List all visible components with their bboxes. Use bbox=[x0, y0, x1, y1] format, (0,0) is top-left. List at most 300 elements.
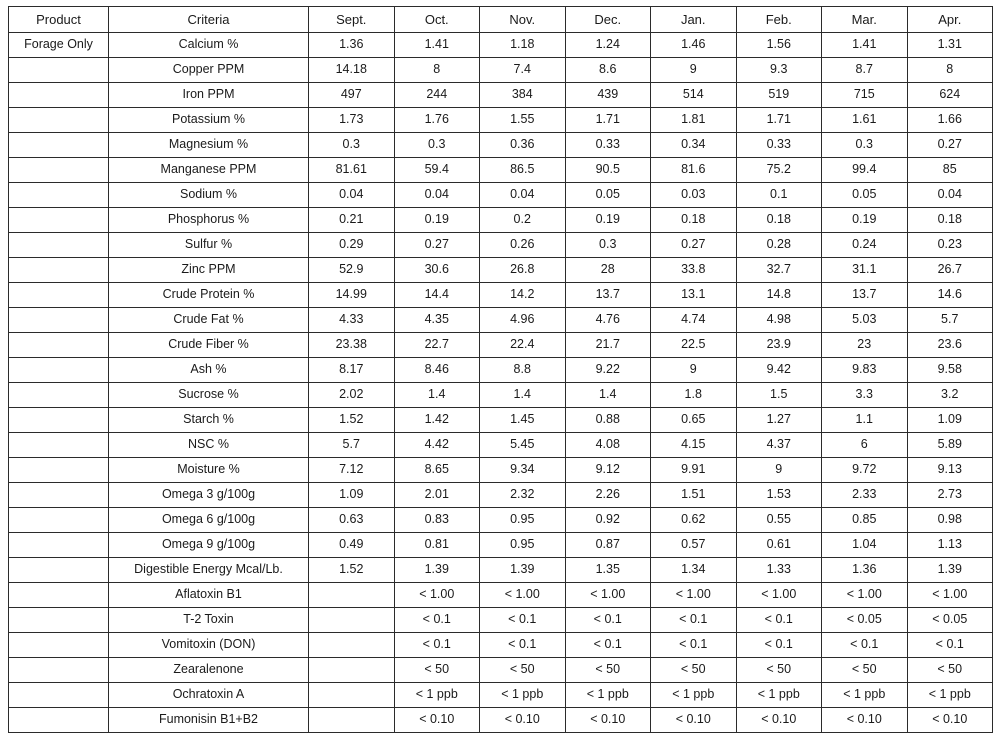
value-cell: 9.72 bbox=[822, 458, 908, 483]
product-empty-cell bbox=[9, 608, 109, 633]
value-cell: 1.09 bbox=[309, 483, 395, 508]
value-cell: 75.2 bbox=[736, 158, 822, 183]
value-cell: 1.56 bbox=[736, 33, 822, 58]
value-cell: < 1 ppb bbox=[394, 683, 480, 708]
value-cell: 1.39 bbox=[394, 558, 480, 583]
criteria-cell: NSC % bbox=[109, 433, 309, 458]
value-cell: 5.7 bbox=[907, 308, 993, 333]
value-cell: 0.27 bbox=[651, 233, 737, 258]
value-cell: 13.7 bbox=[822, 283, 908, 308]
value-cell: 1.35 bbox=[565, 558, 651, 583]
criteria-cell: Digestible Energy Mcal/Lb. bbox=[109, 558, 309, 583]
value-cell: < 0.1 bbox=[736, 608, 822, 633]
table-row bbox=[9, 483, 993, 508]
value-cell: 0.83 bbox=[394, 508, 480, 533]
value-cell: 85 bbox=[907, 158, 993, 183]
value-cell: < 0.1 bbox=[480, 633, 566, 658]
table-row bbox=[9, 508, 993, 533]
value-cell: 0.3 bbox=[822, 133, 908, 158]
value-cell: < 0.1 bbox=[651, 608, 737, 633]
value-cell: 28 bbox=[565, 258, 651, 283]
value-cell: 0.04 bbox=[907, 183, 993, 208]
value-cell: 1.42 bbox=[394, 408, 480, 433]
value-cell: 1.41 bbox=[822, 33, 908, 58]
table-row bbox=[9, 708, 993, 733]
table-row bbox=[9, 533, 993, 558]
column-header-oct: Oct. bbox=[394, 7, 480, 33]
criteria-cell: Omega 6 g/100g bbox=[109, 508, 309, 533]
value-cell: 8 bbox=[907, 58, 993, 83]
criteria-cell: Moisture % bbox=[109, 458, 309, 483]
product-empty-cell bbox=[9, 508, 109, 533]
table-row bbox=[9, 458, 993, 483]
product-empty-cell bbox=[9, 633, 109, 658]
value-cell: 8.46 bbox=[394, 358, 480, 383]
value-cell: 1.39 bbox=[480, 558, 566, 583]
table-row bbox=[9, 333, 993, 358]
value-cell: 3.2 bbox=[907, 383, 993, 408]
header-row bbox=[9, 7, 993, 33]
value-cell: 23.38 bbox=[309, 333, 395, 358]
product-empty-cell bbox=[9, 483, 109, 508]
product-empty-cell bbox=[9, 533, 109, 558]
value-cell: < 0.1 bbox=[565, 633, 651, 658]
value-cell: 1.13 bbox=[907, 533, 993, 558]
criteria-cell: Manganese PPM bbox=[109, 158, 309, 183]
value-cell: 23.9 bbox=[736, 333, 822, 358]
value-cell: < 1.00 bbox=[480, 583, 566, 608]
value-cell: 9.22 bbox=[565, 358, 651, 383]
value-cell: < 0.1 bbox=[394, 608, 480, 633]
value-cell: 14.8 bbox=[736, 283, 822, 308]
criteria-cell: Calcium % bbox=[109, 33, 309, 58]
value-cell: 1.18 bbox=[480, 33, 566, 58]
value-cell: < 1 ppb bbox=[822, 683, 908, 708]
table-row bbox=[9, 658, 993, 683]
value-cell: < 0.1 bbox=[565, 608, 651, 633]
value-cell: 30.6 bbox=[394, 258, 480, 283]
value-cell bbox=[309, 608, 395, 633]
table-row bbox=[9, 33, 993, 58]
value-cell: 0.49 bbox=[309, 533, 395, 558]
value-cell: 2.02 bbox=[309, 383, 395, 408]
column-header-sept: Sept. bbox=[309, 7, 395, 33]
product-empty-cell bbox=[9, 333, 109, 358]
value-cell: 8.8 bbox=[480, 358, 566, 383]
value-cell: 1.31 bbox=[907, 33, 993, 58]
value-cell: 9.83 bbox=[822, 358, 908, 383]
value-cell: 0.24 bbox=[822, 233, 908, 258]
value-cell: < 1 ppb bbox=[907, 683, 993, 708]
criteria-cell: Vomitoxin (DON) bbox=[109, 633, 309, 658]
value-cell: 1.36 bbox=[822, 558, 908, 583]
criteria-cell: Copper PPM bbox=[109, 58, 309, 83]
value-cell bbox=[309, 708, 395, 733]
value-cell: 0.34 bbox=[651, 133, 737, 158]
value-cell: 4.42 bbox=[394, 433, 480, 458]
product-empty-cell bbox=[9, 233, 109, 258]
value-cell: < 0.10 bbox=[480, 708, 566, 733]
table-row bbox=[9, 583, 993, 608]
criteria-cell: Crude Fiber % bbox=[109, 333, 309, 358]
value-cell: 0.61 bbox=[736, 533, 822, 558]
value-cell bbox=[309, 633, 395, 658]
column-header-jan: Jan. bbox=[651, 7, 737, 33]
value-cell: 9.3 bbox=[736, 58, 822, 83]
product-empty-cell bbox=[9, 283, 109, 308]
value-cell: 9.91 bbox=[651, 458, 737, 483]
value-cell: 33.8 bbox=[651, 258, 737, 283]
product-empty-cell bbox=[9, 158, 109, 183]
value-cell: 0.81 bbox=[394, 533, 480, 558]
value-cell: 1.53 bbox=[736, 483, 822, 508]
value-cell: 9 bbox=[651, 358, 737, 383]
value-cell: < 50 bbox=[394, 658, 480, 683]
product-label-cell: Forage Only bbox=[9, 33, 109, 58]
value-cell: 9.34 bbox=[480, 458, 566, 483]
table-row bbox=[9, 108, 993, 133]
value-cell: 1.46 bbox=[651, 33, 737, 58]
value-cell: 9 bbox=[651, 58, 737, 83]
product-empty-cell bbox=[9, 583, 109, 608]
value-cell: 26.8 bbox=[480, 258, 566, 283]
value-cell: 1.04 bbox=[822, 533, 908, 558]
value-cell: 0.33 bbox=[565, 133, 651, 158]
value-cell: 0.95 bbox=[480, 533, 566, 558]
value-cell: < 0.1 bbox=[736, 633, 822, 658]
value-cell: 2.32 bbox=[480, 483, 566, 508]
value-cell: 7.4 bbox=[480, 58, 566, 83]
criteria-cell: Phosphorus % bbox=[109, 208, 309, 233]
column-header-nov: Nov. bbox=[480, 7, 566, 33]
column-header-dec: Dec. bbox=[565, 7, 651, 33]
value-cell: 1.55 bbox=[480, 108, 566, 133]
value-cell: 0.27 bbox=[907, 133, 993, 158]
value-cell: 0.05 bbox=[565, 183, 651, 208]
product-empty-cell bbox=[9, 458, 109, 483]
value-cell: 4.98 bbox=[736, 308, 822, 333]
value-cell: 14.4 bbox=[394, 283, 480, 308]
product-empty-cell bbox=[9, 208, 109, 233]
value-cell: 0.21 bbox=[309, 208, 395, 233]
product-empty-cell bbox=[9, 408, 109, 433]
value-cell: 0.04 bbox=[309, 183, 395, 208]
value-cell: 22.5 bbox=[651, 333, 737, 358]
value-cell: 0.3 bbox=[394, 133, 480, 158]
criteria-cell: Zinc PPM bbox=[109, 258, 309, 283]
value-cell: 14.2 bbox=[480, 283, 566, 308]
value-cell: 22.4 bbox=[480, 333, 566, 358]
value-cell: < 0.05 bbox=[907, 608, 993, 633]
value-cell: 0.63 bbox=[309, 508, 395, 533]
table-row bbox=[9, 308, 993, 333]
value-cell: < 50 bbox=[565, 658, 651, 683]
criteria-cell: Magnesium % bbox=[109, 133, 309, 158]
value-cell: < 1.00 bbox=[736, 583, 822, 608]
value-cell: < 1.00 bbox=[394, 583, 480, 608]
criteria-cell: Crude Protein % bbox=[109, 283, 309, 308]
value-cell: 52.9 bbox=[309, 258, 395, 283]
value-cell: 1.76 bbox=[394, 108, 480, 133]
column-header-feb: Feb. bbox=[736, 7, 822, 33]
criteria-cell: Aflatoxin B1 bbox=[109, 583, 309, 608]
value-cell: 0.57 bbox=[651, 533, 737, 558]
product-empty-cell bbox=[9, 58, 109, 83]
product-empty-cell bbox=[9, 433, 109, 458]
criteria-cell: Sodium % bbox=[109, 183, 309, 208]
table-header bbox=[9, 7, 993, 33]
table-row bbox=[9, 383, 993, 408]
value-cell: 4.37 bbox=[736, 433, 822, 458]
column-header-product: Product bbox=[9, 7, 109, 33]
value-cell: 0.03 bbox=[651, 183, 737, 208]
value-cell: 0.19 bbox=[394, 208, 480, 233]
value-cell: 1.41 bbox=[394, 33, 480, 58]
product-empty-cell bbox=[9, 558, 109, 583]
value-cell: 0.18 bbox=[907, 208, 993, 233]
column-header-apr: Apr. bbox=[907, 7, 993, 33]
value-cell: < 50 bbox=[480, 658, 566, 683]
value-cell: 439 bbox=[565, 83, 651, 108]
value-cell: 2.73 bbox=[907, 483, 993, 508]
value-cell: 32.7 bbox=[736, 258, 822, 283]
value-cell: 3.3 bbox=[822, 383, 908, 408]
criteria-cell: Sulfur % bbox=[109, 233, 309, 258]
value-cell: 81.61 bbox=[309, 158, 395, 183]
value-cell: 0.65 bbox=[651, 408, 737, 433]
value-cell: < 50 bbox=[822, 658, 908, 683]
table-row bbox=[9, 133, 993, 158]
value-cell: 4.96 bbox=[480, 308, 566, 333]
value-cell: 8.6 bbox=[565, 58, 651, 83]
table-row bbox=[9, 408, 993, 433]
value-cell: 715 bbox=[822, 83, 908, 108]
criteria-cell: Iron PPM bbox=[109, 83, 309, 108]
value-cell: 1.33 bbox=[736, 558, 822, 583]
value-cell bbox=[309, 683, 395, 708]
criteria-cell: T-2 Toxin bbox=[109, 608, 309, 633]
value-cell: < 1.00 bbox=[651, 583, 737, 608]
criteria-cell: Ochratoxin A bbox=[109, 683, 309, 708]
value-cell: 0.3 bbox=[309, 133, 395, 158]
value-cell: 519 bbox=[736, 83, 822, 108]
value-cell: 14.18 bbox=[309, 58, 395, 83]
value-cell: 1.8 bbox=[651, 383, 737, 408]
criteria-cell: Fumonisin B1+B2 bbox=[109, 708, 309, 733]
value-cell: 1.66 bbox=[907, 108, 993, 133]
product-empty-cell bbox=[9, 358, 109, 383]
product-empty-cell bbox=[9, 108, 109, 133]
table-row bbox=[9, 58, 993, 83]
value-cell: < 0.10 bbox=[394, 708, 480, 733]
value-cell: 9.58 bbox=[907, 358, 993, 383]
value-cell: 14.6 bbox=[907, 283, 993, 308]
table-row bbox=[9, 208, 993, 233]
value-cell: 26.7 bbox=[907, 258, 993, 283]
value-cell: 0.85 bbox=[822, 508, 908, 533]
value-cell: 1.52 bbox=[309, 408, 395, 433]
value-cell: < 1 ppb bbox=[565, 683, 651, 708]
value-cell: 9 bbox=[736, 458, 822, 483]
value-cell: 1.4 bbox=[394, 383, 480, 408]
value-cell: 0.88 bbox=[565, 408, 651, 433]
value-cell: 0.19 bbox=[822, 208, 908, 233]
value-cell: < 1.00 bbox=[907, 583, 993, 608]
value-cell: 1.73 bbox=[309, 108, 395, 133]
product-empty-cell bbox=[9, 258, 109, 283]
product-empty-cell bbox=[9, 383, 109, 408]
value-cell: 0.29 bbox=[309, 233, 395, 258]
criteria-cell: Crude Fat % bbox=[109, 308, 309, 333]
value-cell: 0.28 bbox=[736, 233, 822, 258]
value-cell: < 50 bbox=[651, 658, 737, 683]
value-cell: 8.65 bbox=[394, 458, 480, 483]
value-cell: < 1 ppb bbox=[480, 683, 566, 708]
criteria-cell: Ash % bbox=[109, 358, 309, 383]
value-cell: 14.99 bbox=[309, 283, 395, 308]
criteria-cell: Starch % bbox=[109, 408, 309, 433]
value-cell: 2.01 bbox=[394, 483, 480, 508]
value-cell: 0.18 bbox=[736, 208, 822, 233]
table-row bbox=[9, 558, 993, 583]
value-cell: 244 bbox=[394, 83, 480, 108]
value-cell: 1.39 bbox=[907, 558, 993, 583]
value-cell: 0.18 bbox=[651, 208, 737, 233]
value-cell: 5.03 bbox=[822, 308, 908, 333]
value-cell: 90.5 bbox=[565, 158, 651, 183]
product-empty-cell bbox=[9, 683, 109, 708]
value-cell: 2.33 bbox=[822, 483, 908, 508]
table-row bbox=[9, 183, 993, 208]
value-cell: 9.12 bbox=[565, 458, 651, 483]
value-cell: 0.27 bbox=[394, 233, 480, 258]
value-cell: < 0.05 bbox=[822, 608, 908, 633]
value-cell: 1.52 bbox=[309, 558, 395, 583]
value-cell: 1.51 bbox=[651, 483, 737, 508]
product-empty-cell bbox=[9, 708, 109, 733]
value-cell: 1.4 bbox=[480, 383, 566, 408]
value-cell: < 1.00 bbox=[822, 583, 908, 608]
criteria-cell: Sucrose % bbox=[109, 383, 309, 408]
value-cell: 0.95 bbox=[480, 508, 566, 533]
forage-analysis-table bbox=[8, 6, 993, 733]
value-cell: 31.1 bbox=[822, 258, 908, 283]
value-cell: 0.98 bbox=[907, 508, 993, 533]
value-cell: 59.4 bbox=[394, 158, 480, 183]
value-cell: 9.13 bbox=[907, 458, 993, 483]
value-cell: 0.05 bbox=[822, 183, 908, 208]
value-cell: 4.76 bbox=[565, 308, 651, 333]
value-cell: < 0.10 bbox=[565, 708, 651, 733]
value-cell: 0.36 bbox=[480, 133, 566, 158]
value-cell: 514 bbox=[651, 83, 737, 108]
value-cell: 13.7 bbox=[565, 283, 651, 308]
product-empty-cell bbox=[9, 183, 109, 208]
value-cell: 81.6 bbox=[651, 158, 737, 183]
product-empty-cell bbox=[9, 308, 109, 333]
value-cell: 0.04 bbox=[394, 183, 480, 208]
value-cell: < 0.10 bbox=[651, 708, 737, 733]
value-cell: 0.2 bbox=[480, 208, 566, 233]
value-cell: 4.74 bbox=[651, 308, 737, 333]
value-cell: 0.04 bbox=[480, 183, 566, 208]
value-cell: 13.1 bbox=[651, 283, 737, 308]
value-cell: 0.55 bbox=[736, 508, 822, 533]
value-cell: 8.7 bbox=[822, 58, 908, 83]
value-cell: 0.26 bbox=[480, 233, 566, 258]
value-cell: 1.61 bbox=[822, 108, 908, 133]
column-header-criteria: Criteria bbox=[109, 7, 309, 33]
criteria-cell: Omega 9 g/100g bbox=[109, 533, 309, 558]
value-cell: < 0.1 bbox=[651, 633, 737, 658]
value-cell: 1.27 bbox=[736, 408, 822, 433]
value-cell: 0.92 bbox=[565, 508, 651, 533]
table-row bbox=[9, 283, 993, 308]
value-cell: 0.87 bbox=[565, 533, 651, 558]
value-cell bbox=[309, 658, 395, 683]
value-cell: 21.7 bbox=[565, 333, 651, 358]
value-cell: 86.5 bbox=[480, 158, 566, 183]
table-row bbox=[9, 158, 993, 183]
value-cell: 2.26 bbox=[565, 483, 651, 508]
value-cell: < 50 bbox=[736, 658, 822, 683]
table-row bbox=[9, 683, 993, 708]
value-cell: 22.7 bbox=[394, 333, 480, 358]
value-cell: < 50 bbox=[907, 658, 993, 683]
value-cell: 1.1 bbox=[822, 408, 908, 433]
value-cell: 1.71 bbox=[736, 108, 822, 133]
value-cell: 0.1 bbox=[736, 183, 822, 208]
value-cell: < 0.1 bbox=[822, 633, 908, 658]
value-cell: 7.12 bbox=[309, 458, 395, 483]
value-cell: 5.7 bbox=[309, 433, 395, 458]
value-cell: 1.45 bbox=[480, 408, 566, 433]
value-cell: 4.33 bbox=[309, 308, 395, 333]
value-cell: 0.62 bbox=[651, 508, 737, 533]
table-row bbox=[9, 83, 993, 108]
table-row bbox=[9, 233, 993, 258]
value-cell: < 0.1 bbox=[907, 633, 993, 658]
value-cell: 0.33 bbox=[736, 133, 822, 158]
value-cell: < 0.1 bbox=[394, 633, 480, 658]
value-cell: 4.08 bbox=[565, 433, 651, 458]
value-cell: 23.6 bbox=[907, 333, 993, 358]
product-empty-cell bbox=[9, 83, 109, 108]
value-cell: < 1 ppb bbox=[651, 683, 737, 708]
value-cell: 4.35 bbox=[394, 308, 480, 333]
value-cell: 1.34 bbox=[651, 558, 737, 583]
criteria-cell: Potassium % bbox=[109, 108, 309, 133]
table-row bbox=[9, 608, 993, 633]
value-cell: 1.71 bbox=[565, 108, 651, 133]
table-body bbox=[9, 33, 993, 733]
criteria-cell: Zearalenone bbox=[109, 658, 309, 683]
value-cell: < 0.10 bbox=[907, 708, 993, 733]
value-cell: 1.24 bbox=[565, 33, 651, 58]
table-row bbox=[9, 358, 993, 383]
value-cell: 1.5 bbox=[736, 383, 822, 408]
value-cell: 384 bbox=[480, 83, 566, 108]
value-cell: 8.17 bbox=[309, 358, 395, 383]
value-cell: 4.15 bbox=[651, 433, 737, 458]
value-cell: 1.09 bbox=[907, 408, 993, 433]
value-cell: < 0.10 bbox=[822, 708, 908, 733]
value-cell: 8 bbox=[394, 58, 480, 83]
value-cell: 9.42 bbox=[736, 358, 822, 383]
product-empty-cell bbox=[9, 133, 109, 158]
value-cell: 6 bbox=[822, 433, 908, 458]
value-cell: 0.3 bbox=[565, 233, 651, 258]
